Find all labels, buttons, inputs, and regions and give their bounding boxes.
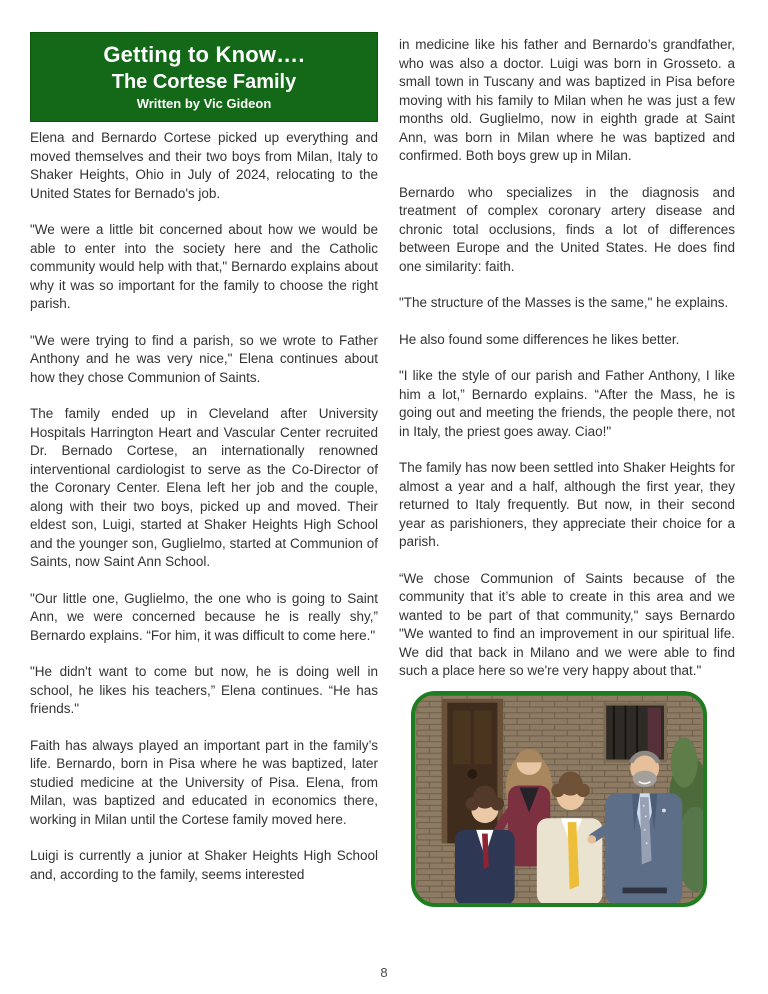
paragraph-right-5: "I like the style of our parish and Father Anthony, I like him a lot,” Bernardo explains. “After the Mass, he is going out and meeting the friends, the people there, not in Italy, the priest goes away. Ciao!" xyxy=(399,368,735,439)
window xyxy=(603,702,667,762)
paragraph-left-4: The family ended up in Cleveland after University Hospitals Harrington Heart and Vascular Center recruited Dr. Bernado Cortese, an internationally renowned interventional cardiologist to serve as the Co-Director of the Coronary Center. Elena left her job and the couple, along with their two boys, picked up and moved. Their eldest son, Luigi, started at Shaker Heights High School and the younger son, Guglielmo, started at Communion of Saints, now Saint Ann School. xyxy=(30,406,378,569)
right-column xyxy=(399,32,735,907)
paragraph-right-7: “We chose Communion of Saints because of the community that it’s able to create in this area and we wanted to be part of that community," says Bernardo "We wanted to find an improvement in our spiritual life. We did that back in Milano and we were able to find such a place here so we're very happy about that." xyxy=(399,570,735,678)
article-title-box xyxy=(30,32,378,122)
family-photo xyxy=(415,695,703,903)
paragraph-left-2: "We were a little bit concerned about how we would be able to enter into the society here and the Catholic community would help with that," Bernardo explains about why it was so important for the family to choose the right parish. xyxy=(30,222,378,311)
paragraph-right-3: "The structure of the Masses is the same," he explains. xyxy=(399,295,729,310)
paragraph-left-7: Faith has always played an important part in the family’s life. Bernardo, born in Pisa where he was baptized, later studied medicine at the University of Pisa. Elena, from Milan, was baptized and educated in economics there, working in Milan until the Cortese family moved here. xyxy=(30,737,378,827)
paragraph-left-1: Elena and Bernardo Cortese picked up everything and moved themselves and their two boys from Milan, Italy to Shaker Heights, Ohio in July of 2024, relocating to the United States for Bernado's job. xyxy=(30,130,378,201)
paragraph-left-3: "We were trying to find a parish, so we wrote to Father Anthony and he was very nice," Elena continues about how they chose Communion of Saints. xyxy=(30,332,378,385)
paragraph-left-5: "Our little one, Guglielmo, the one who is going to Saint Ann, we were concerned because he is really shy,” Bernardo explains. “For him, it was difficult to come here." xyxy=(30,590,378,643)
article-title-line2: The Cortese Family xyxy=(111,71,297,93)
paragraph-right-4: He also found some differences he likes better. xyxy=(399,331,680,347)
left-column xyxy=(30,32,378,907)
article-title-line1: Getting to Know…. xyxy=(103,42,305,67)
article-byline: Written by Vic Gideon xyxy=(136,96,272,111)
page-number: 8 xyxy=(380,965,388,980)
wooden-door xyxy=(442,698,504,842)
paragraph-left-8: Luigi is currently a junior at Shaker Heights High School and, according to the family, seems interested xyxy=(30,848,378,882)
paragraph-right-6: The family has now been settled into Shaker Heights for almost a year and a half, although the first year, they returned to Italy frequently. But now, in their second year as parishioners, they appreciate their choice for a parish. xyxy=(399,460,735,549)
paragraph-right-2: Bernardo who specializes in the diagnosis and treatment of complex coronary artery disease and chronic total occlusions, finds a lot of differences between Europe and the United States. He does find one similarity: faith. xyxy=(399,184,735,274)
family-photo-frame xyxy=(411,691,707,907)
paragraph-right-1: in medicine like his father and Bernardo’s grandfather, who was also a doctor. Luigi was born in Grosseto. a small town in Tuscany and was baptized in Pisa before moving with his family to Milan when he was just a few months old. Guglielmo, now in eighth grade at Saint Ann, was born in Milan where he was baptized and confirmed. Both boys grew up in Milan. xyxy=(399,37,735,163)
paragraph-left-6: "He didn't want to come but now, he is doing well in school, he likes his teachers,” Elena continues. “He has friends." xyxy=(30,664,378,716)
